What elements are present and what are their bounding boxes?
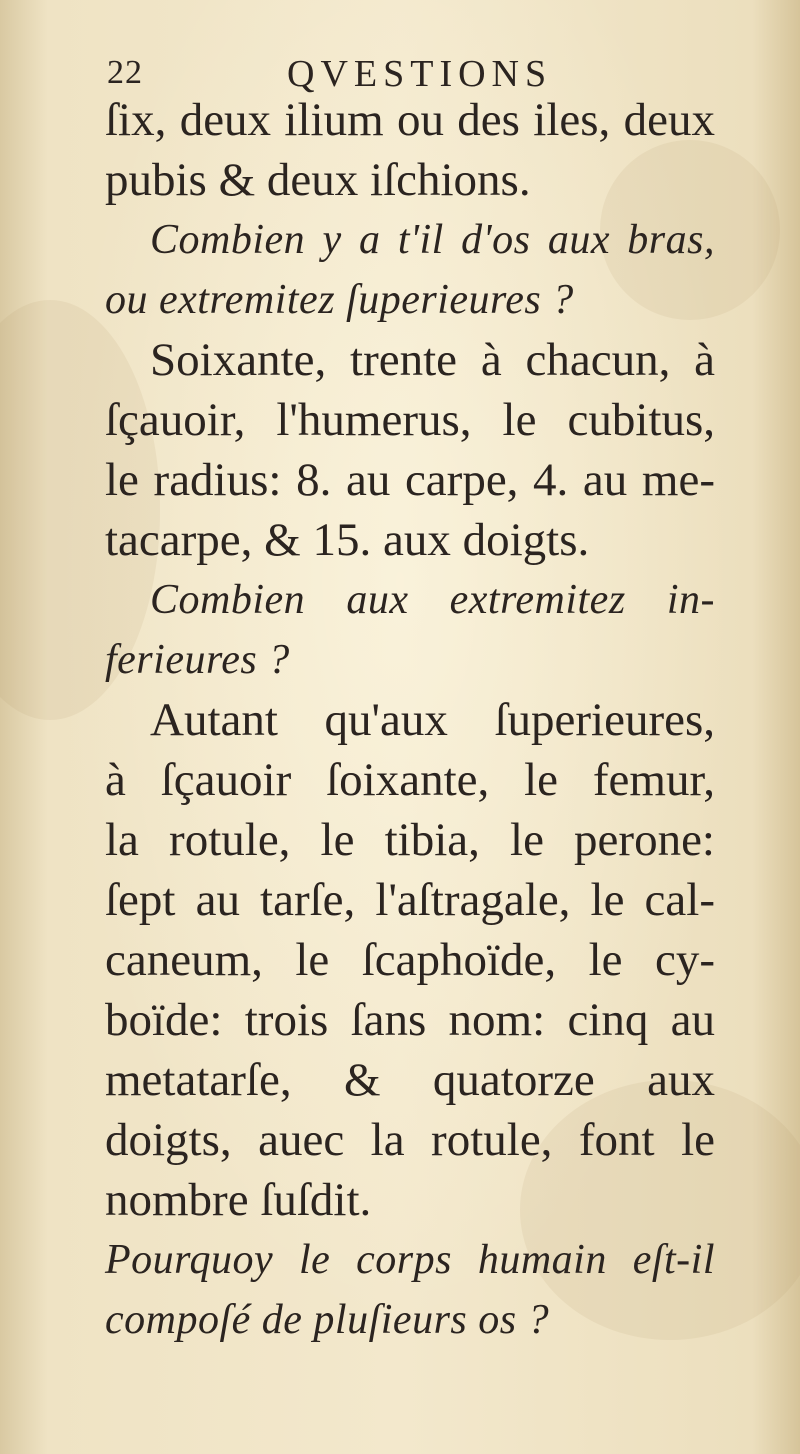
text-line: pubis & deux iſchions. (105, 154, 531, 206)
text-line: ſçauoir, l'humerus, le cubitus, (105, 394, 715, 446)
text-line: nombre ſuſdit. (105, 1174, 372, 1226)
text-line: metatarſe, & quatorze aux (105, 1054, 715, 1106)
text-line: à ſçauoir ſoixante, le femur, (105, 754, 715, 806)
text-line: ſix, deux ilium ou des iles, deux (105, 94, 715, 146)
text-line: la rotule, le tibia, le perone: (105, 814, 715, 866)
text-line: Soixante, trente à chacun, à (150, 334, 715, 386)
text-line: le radius: 8. au carpe, 4. au me- (105, 454, 715, 506)
running-title: QVESTIONS (287, 53, 553, 95)
text-line: Autant qu'aux ſuperieures, (150, 694, 715, 746)
question-line: Combien y a t'il d'os aux bras, (150, 217, 715, 263)
question-line: compoſé de pluſieurs os ? (105, 1297, 550, 1343)
text-line: caneum, le ſcaphoïde, le cy- (105, 934, 715, 986)
question-line: ferieures ? (105, 637, 290, 683)
text-line: ſept au tarſe, l'aſtragale, le cal- (105, 874, 715, 926)
page-number: 22 (107, 54, 143, 91)
question-line: Combien aux extremitez in- (150, 577, 715, 623)
text-line: doigts, auec la rotule, font le (105, 1114, 715, 1166)
question-line: ou extremitez ſuperieures ? (105, 277, 574, 323)
question-line: Pourquoy le corps humain eſt-il (105, 1237, 715, 1283)
text-line: tacarpe, & 15. aux doigts. (105, 514, 590, 566)
text-line: boïde: trois ſans nom: cinq au (105, 994, 715, 1046)
body-text (105, 90, 715, 1350)
